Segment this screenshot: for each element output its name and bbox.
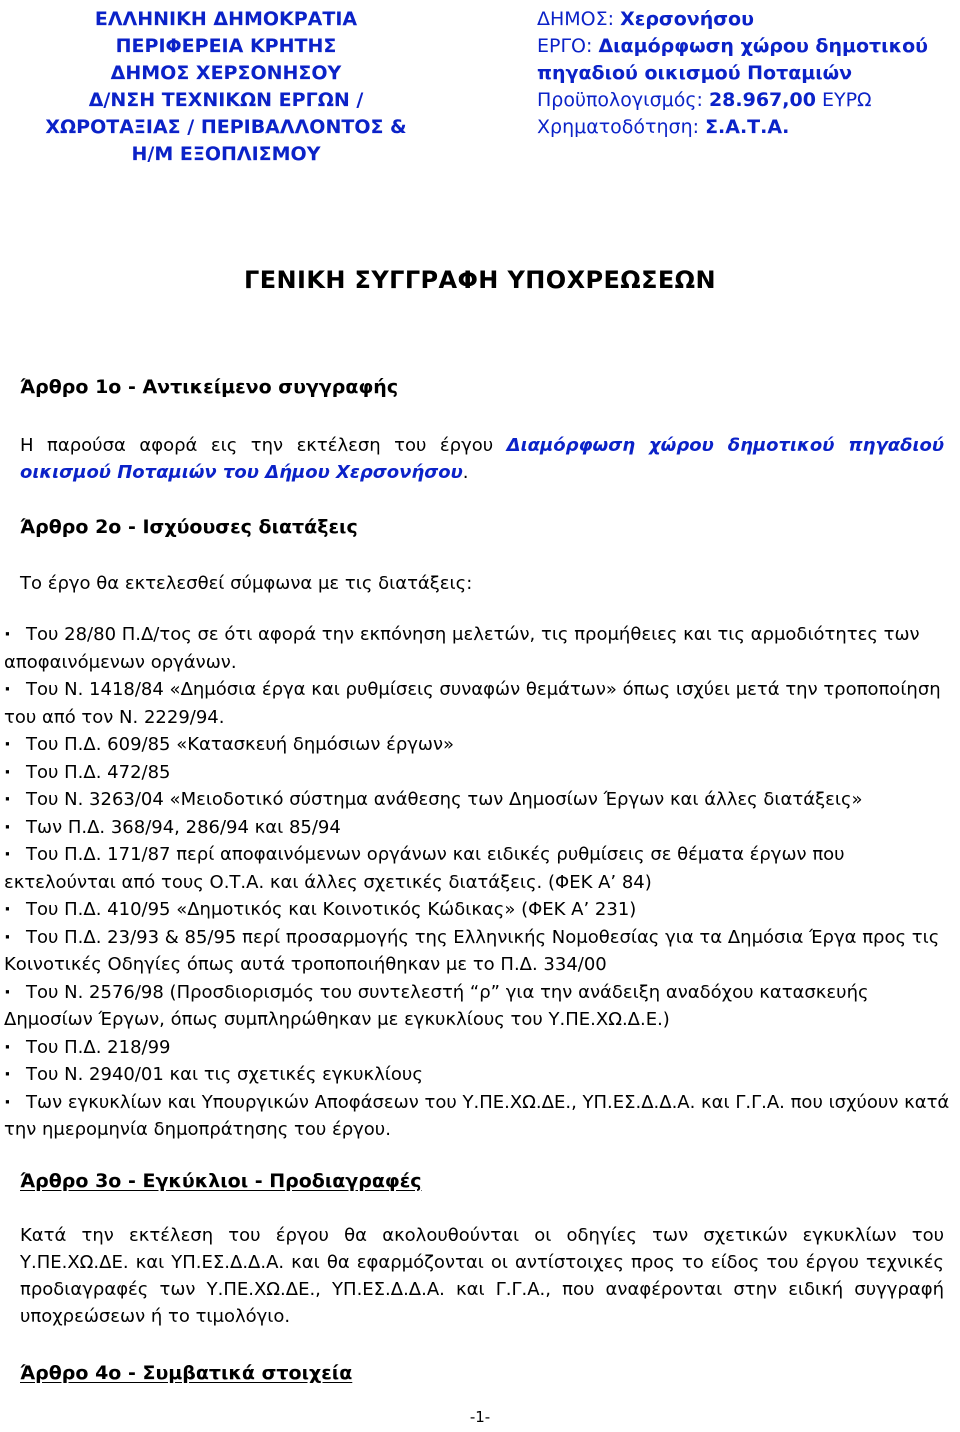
- article-2-heading: Άρθρο 2ο - Ισχύουσες διατάξεις: [20, 516, 358, 538]
- bullet: ·: [4, 734, 11, 755]
- bullet: ·: [4, 981, 11, 1003]
- article-3-heading: Άρθρο 3ο - Εγκύκλιοι - Προδιαγραφές: [20, 1170, 422, 1192]
- project-label: ΕΡΓΟ:: [537, 35, 593, 57]
- bullet: ·: [4, 844, 11, 865]
- list-item: [4, 924, 952, 979]
- list-item: [4, 676, 952, 731]
- bullet: ·: [4, 899, 11, 920]
- project-row: [537, 33, 957, 60]
- list-item: [4, 979, 952, 1034]
- article-1-text-prefix: Η παρούσα αφορά εις την εκτέλεση του έργου: [20, 435, 494, 456]
- bullet: ·: [4, 761, 11, 783]
- project-name-emphasis: Διαμόρφωση χώρου δημοτικού πηγαδιού οικισμού Ποταμιών του Δήμου Χερσονήσου: [20, 435, 944, 483]
- issuer-line: ΧΩΡΟΤΑΞΙΑΣ / ΠΕΡΙΒΑΛΛΟΝΤΟΣ &: [45, 116, 407, 138]
- bullet: ·: [4, 789, 11, 810]
- list-item-text: Του 28/80 Π.Δ/τος σε ότι αφορά την εκπόνηση μελετών, τις προμήθειες και τις αρμοδιότητες των αποφαινόμενων οργάνων.: [4, 624, 920, 673]
- issuer-line: Δ/ΝΣΗ ΤΕΧΝΙΚΩΝ ΕΡΓΩΝ /: [88, 89, 364, 111]
- issuer-line: Η/Μ ΕΞΟΠΛΙΣΜΟΥ: [131, 143, 321, 165]
- budget-unit: ΕΥΡΩ: [821, 89, 872, 111]
- list-item-text: Του Π.Δ. 171/87 περί αποφαινόμενων οργάνων και ειδικές ρυθμίσεις σε θέματα έργων που εκτελούνται από τους Ο.Τ.Α. και άλλες σχετικές διατάξεις. (ΦΕΚ Α’ 84): [4, 844, 845, 893]
- document-title: ΓΕΝΙΚΗ ΣΥΓΓΡΑΦΗ ΥΠΟΧΡΕΩΣΕΩΝ: [244, 266, 716, 294]
- budget-value: 28.967,00: [708, 89, 816, 111]
- list-item-text: Του Ν. 3263/04 «Μειοδοτικό σύστημα ανάθεσης των Δημοσίων Έργων και άλλες διατάξεις»: [26, 789, 863, 810]
- article-2-intro: Το έργο θα εκτελεσθεί σύμφωνα με τις διατάξεις:: [20, 573, 473, 594]
- article-1-text-suffix: .: [462, 462, 469, 483]
- list-item-text: Του Ν. 2940/01 και τις σχετικές εγκυκλίους: [26, 1064, 423, 1085]
- project-value-continued: πηγαδιού οικισμού Ποταμιών: [537, 62, 853, 84]
- list-item-text: Του Π.Δ. 218/99: [26, 1036, 171, 1058]
- bullet: ·: [4, 816, 11, 838]
- project-value: Διαμόρφωση χώρου δημοτικού: [598, 35, 928, 57]
- list-item: [4, 731, 952, 759]
- list-item-text: Του Π.Δ. 23/93 & 85/95 περί προσαρμογής της Ελληνικής Νομοθεσίας για τα Δημόσια Έργα προς τις Κοινοτικές Οδηγίες όπως αυτά τροποποιήθηκαν με το Π.Δ. 334/00: [4, 926, 940, 975]
- list-item-text: Του Ν. 1418/84 «Δημόσια έργα και ρυθμίσεις συναφών θεμάτων» όπως ισχύει μετά την τροποποίηση του από τον Ν. 2229/94.: [4, 679, 941, 728]
- article-1-text: [20, 432, 944, 486]
- list-item: [4, 1089, 952, 1144]
- bullet: ·: [4, 679, 11, 700]
- list-item: [4, 1034, 952, 1062]
- project-info: [537, 6, 957, 141]
- list-item-text: Των εγκυκλίων και Υπουργικών Αποφάσεων του Υ.ΠΕ.ΧΩ.ΔΕ., ΥΠ.ΕΣ.Δ.Δ.Α. και Γ.Γ.Α. που ισχύουν κατά την ημερομηνία δημοπράτησης του έργου.: [4, 1091, 950, 1140]
- list-item: [4, 896, 952, 924]
- article-4-heading: Άρθρο 4ο - Συμβατικά στοιχεία: [20, 1362, 353, 1384]
- list-item: [4, 1061, 952, 1089]
- issuer-line: ΠΕΡΙΦΕΡΕΙΑ ΚΡΗΤΗΣ: [115, 35, 337, 57]
- list-item: [4, 759, 952, 787]
- municipality-label: ΔΗΜΟΣ:: [537, 8, 615, 30]
- bullet: ·: [4, 1036, 11, 1058]
- municipality-value: Χερσονήσου: [620, 8, 754, 30]
- bullet: ·: [4, 1091, 11, 1113]
- list-item: [4, 621, 952, 676]
- list-item-text: Του Π.Δ. 609/85 «Κατασκευή δημόσιων έργων»: [26, 734, 455, 755]
- funding-value: Σ.Α.Τ.Α.: [705, 116, 790, 138]
- funding-label: Χρηματοδότηση:: [537, 116, 700, 138]
- list-item: [4, 841, 952, 896]
- page-number: -1-: [469, 1408, 491, 1426]
- issuer-line: ΔΗΜΟΣ ΧΕΡΣΟΝΗΣΟΥ: [110, 62, 342, 84]
- municipality-row: [537, 6, 957, 33]
- bullet: ·: [4, 1064, 11, 1085]
- bullet: ·: [4, 926, 11, 948]
- budget-label: Προϋπολογισμός:: [537, 89, 703, 111]
- budget-row: [537, 87, 957, 114]
- issuer-line: ΕΛΛΗΝΙΚΗ ΔΗΜΟΚΡΑΤΙΑ: [94, 8, 358, 30]
- list-item-text: Του Π.Δ. 472/85: [26, 761, 171, 783]
- list-item-text: Του Π.Δ. 410/95 «Δημοτικός και Κοινοτικός Κώδικας» (ΦΕΚ Α’ 231): [26, 899, 637, 920]
- article-1-heading: Άρθρο 1ο - Αντικείμενο συγγραφής: [20, 376, 399, 398]
- issuer-header: [10, 6, 442, 168]
- list-item: [4, 786, 952, 814]
- provisions-list: [4, 621, 952, 1144]
- article-3-text: Κατά την εκτέλεση του έργου θα ακολουθούνται οι οδηγίες των σχετικών εγκυκλίων του Υ.ΠΕ.ΧΩ.ΔΕ. και ΥΠ.ΕΣ.Δ.Δ.Α. και θα εφαρμόζονται οι αντίστοιχες προς το είδος του έργου τεχνικές προδιαγραφές των Υ.ΠΕ.ΧΩ.ΔΕ., ΥΠ.ΕΣ.Δ.Δ.Α. και Γ.Γ.Α., που αναφέρονται στην ειδική συγγραφή υποχρεώσεων ή το τιμολόγιο.: [20, 1225, 944, 1327]
- bullet: ·: [4, 624, 11, 645]
- funding-row: [537, 114, 957, 141]
- list-item: [4, 814, 952, 842]
- list-item-text: Των Π.Δ. 368/94, 286/94 και 85/94: [26, 816, 341, 838]
- list-item-text: Του Ν. 2576/98 (Προσδιορισμός του συντελεστή “ρ” για την ανάδειξη αναδόχου κατασκευής Δημοσίων Έργων, όπως συμπληρώθηκαν με εγκυκλίους του Υ.ΠΕ.ΧΩ.Δ.Ε.): [4, 981, 869, 1030]
